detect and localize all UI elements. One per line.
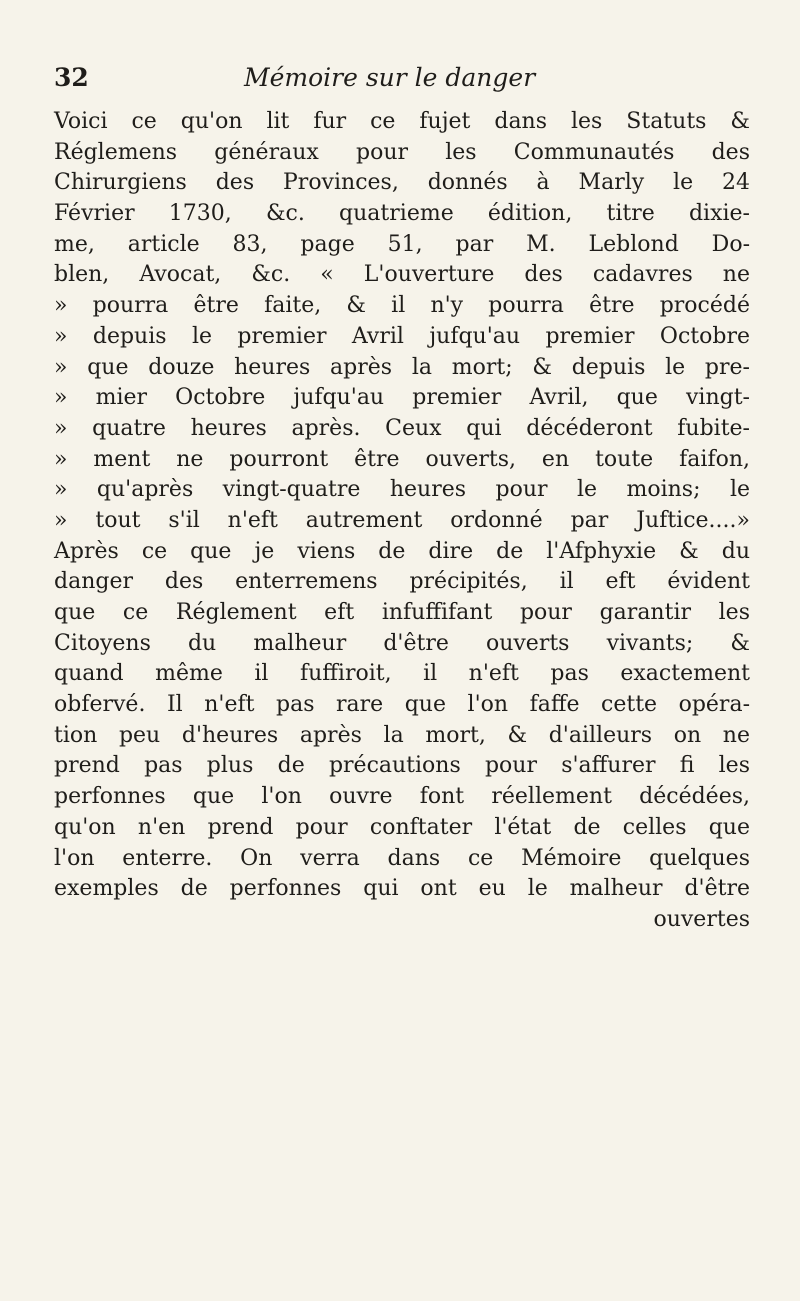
text-line: prend pas plus de précautions pour s'affurer fi les xyxy=(54,753,750,779)
text-line: tion peu d'heures après la mort, & d'ailleurs on ne xyxy=(54,722,750,748)
text-line: perfonnes que l'on ouvre font réellement décédées, xyxy=(54,784,750,810)
text-line: Citoyens du malheur d'être ouverts vivants; & xyxy=(54,630,750,656)
text-line: » quatre heures après. Ceux qui décéderont fubite- xyxy=(54,415,750,441)
text-line: Février 1730, &c. quatrieme édition, titre dixie- xyxy=(54,201,750,227)
text-line: » pourra être faite, & il n'y pourra être procédé xyxy=(54,293,750,319)
text-line: » mier Octobre jufqu'au premier Avril, que vingt- xyxy=(54,385,750,411)
text-line: obfervé. Il n'eft pas rare que l'on faffe cette opéra- xyxy=(54,692,750,718)
text-line: » que douze heures après la mort; & depuis le pre- xyxy=(54,354,750,380)
text-line: » depuis le premier Avril jufqu'au premier Octobre xyxy=(54,323,750,349)
text-line: l'on enterre. On verra dans ce Mémoire quelques xyxy=(54,845,750,871)
text-line: exemples de perfonnes qui ont eu le malheur d'être xyxy=(54,876,750,902)
text-line: Après ce que je viens de dire de l'Afphyxie & du xyxy=(54,538,750,564)
text-line: que ce Réglement eft infuffifant pour garantir les xyxy=(54,600,750,625)
page-number: 32 xyxy=(54,63,89,92)
text-line: » qu'après vingt-quatre heures pour le moins; le xyxy=(54,477,750,503)
text-line: » ment ne pourront être ouverts, en toute faifon, xyxy=(54,446,750,472)
running-title: Mémoire sur le danger xyxy=(244,63,536,92)
text-line: Réglemens généraux pour les Communautés des xyxy=(54,139,750,165)
text-line: blen, Avocat, &c. « L'ouverture des cadavres ne xyxy=(54,262,750,288)
text-line: » tout s'il n'eft autrement ordonné par Juftice....» xyxy=(54,507,750,533)
text-line: Voici ce qu'on lit fur ce fujet dans les Statuts & xyxy=(54,109,750,134)
text-line: danger des enterremens précipités, il eft évident xyxy=(54,569,750,595)
text-line: me, article 83, page 51, par M. Leblond Do- xyxy=(54,231,750,257)
catchword: ouvertes xyxy=(653,906,750,932)
text-line: Chirurgiens des Provinces, donnés à Marly le 24 xyxy=(54,170,750,196)
text-line: qu'on n'en prend pour conftater l'état de celles que xyxy=(54,814,750,840)
body-text xyxy=(54,107,750,936)
running-head xyxy=(54,62,748,102)
text-line: quand même il fuffiroit, il n'eft pas exactement xyxy=(54,661,750,687)
